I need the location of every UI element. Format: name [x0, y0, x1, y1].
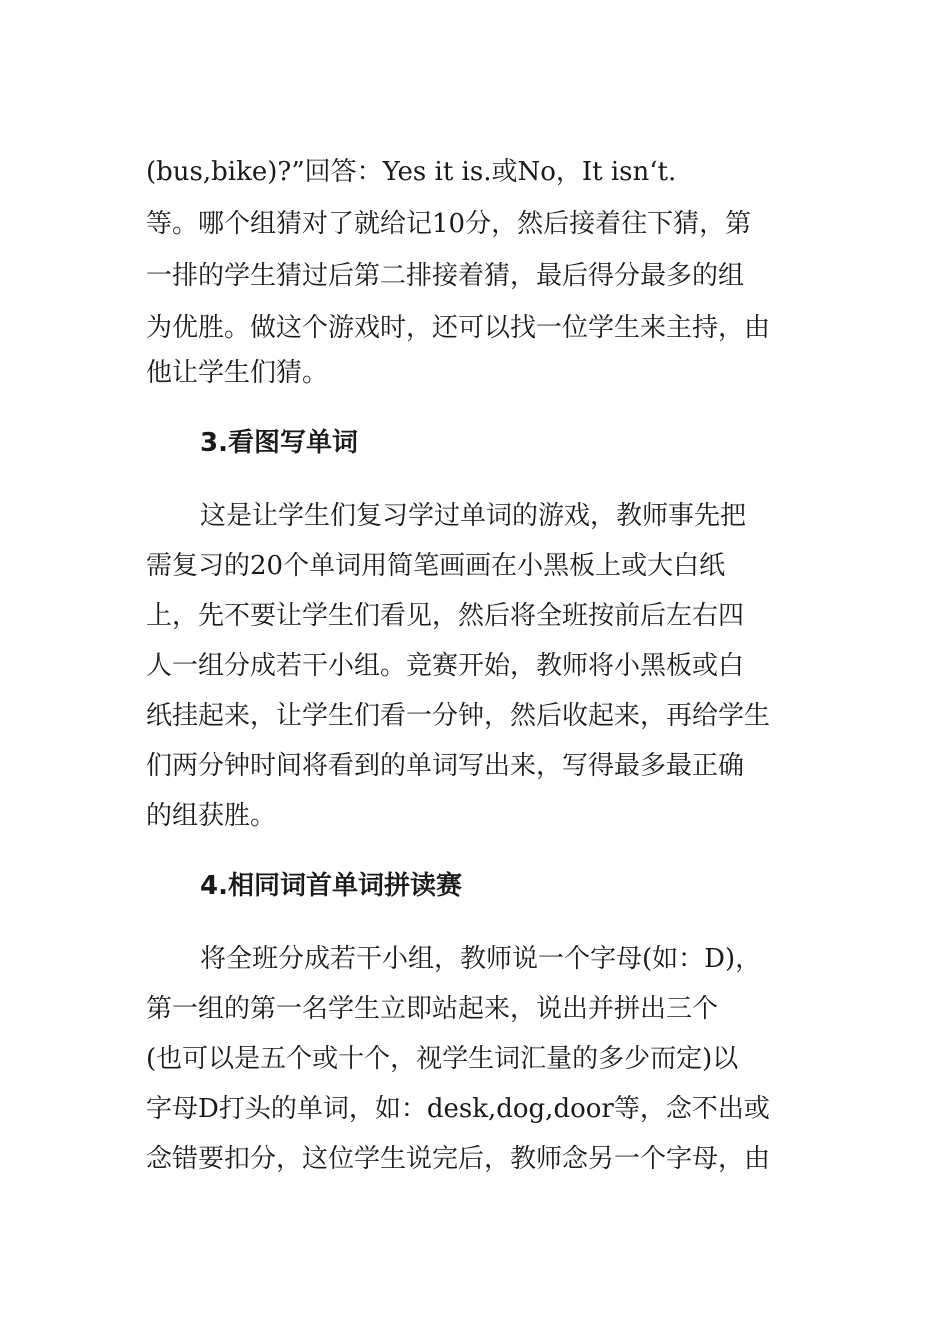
paragraph-line: (bus,bike)?”回答：Yes it is.或No，It isn‘t. [146, 157, 677, 187]
paragraph-line: 念错要扣分，这位学生说完后，教师念另一个字母，由 [146, 1144, 771, 1174]
paragraph-line: 需复习的20个单词用简笔画画在小黑板上或大白纸 [146, 551, 726, 581]
paragraph-line: 第一组的第一名学生立即站起来，说出并拼出三个 [146, 994, 719, 1024]
section-heading-4: 4.相同词首单词拼读赛 [200, 871, 462, 901]
paragraph-line: 为优胜。做这个游戏时，还可以找一位学生来主持，由 [146, 313, 771, 343]
section-heading-3: 3.看图写单词 [200, 428, 358, 458]
paragraph-line: 字母D打头的单词，如：desk,dog,door等，念不出或 [146, 1094, 770, 1124]
paragraph-line: 的组获胜。 [146, 801, 277, 831]
paragraph-line: 这是让学生们复习学过单词的游戏，教师事先把 [200, 501, 747, 531]
paragraph-line: 等。哪个组猜对了就给记10分，然后接着往下猜，第 [146, 209, 752, 239]
paragraph-line: 人一组分成若干小组。竞赛开始，教师将小黑板或白 [146, 651, 745, 681]
paragraph-line: 一排的学生猜过后第二排接着猜，最后得分最多的组 [146, 261, 745, 291]
paragraph-line: 们两分钟时间将看到的单词写出来，写得最多最正确 [146, 751, 745, 781]
paragraph-line: 他让学生们猜。 [146, 358, 329, 388]
paragraph-line: 纸挂起来，让学生们看一分钟，然后收起来，再给学生 [146, 701, 771, 731]
paragraph-line: 上，先不要让学生们看见，然后将全班按前后左右四 [146, 601, 745, 631]
paragraph-line: (也可以是五个或十个，视学生词汇量的多少而定)以 [146, 1044, 739, 1074]
paragraph-line: 将全班分成若干小组，教师说一个字母(如：D)， [200, 944, 762, 974]
